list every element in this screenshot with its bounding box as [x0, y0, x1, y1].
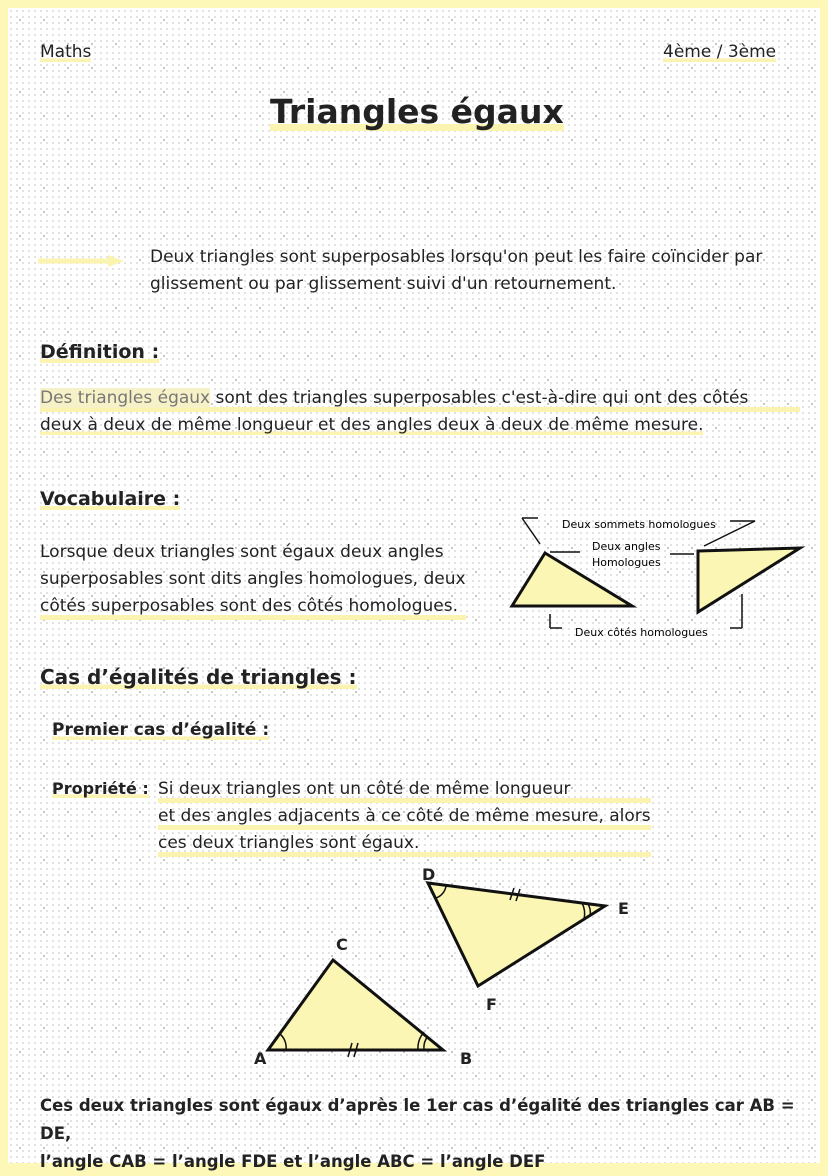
svg-text:E: E — [618, 899, 629, 918]
level-label: 4ème / 3ème — [663, 42, 777, 62]
label-homologous-angles-2: Homologues — [592, 556, 661, 569]
property-text: Si deux triangles ont un côté de même longueur et des angles adjacents à ce côté de même mesure, alors ces deux triangles sont égaux. — [158, 776, 651, 857]
definition-heading: Définition : — [40, 341, 160, 363]
worksheet-page — [8, 8, 820, 1171]
definition-text: Des triangles égaux sont des triangles superposables c'est-à-dire qui ont des côtés deux à deux de même longueur et des angles deux à deux de même mesure. — [40, 385, 800, 439]
svg-text:B: B — [460, 1049, 473, 1068]
svg-text:A: A — [254, 1049, 267, 1068]
intro-text: Deux triangles sont superposables lorsqu'on peut les faire coïncider par glissement ou par glissement suivi d'un retournement. — [150, 247, 763, 294]
homologous-diagram — [500, 506, 820, 646]
label-homologous-angles-1: Deux angles — [592, 540, 661, 553]
vocabulary-text: Lorsque deux triangles sont égaux deux angles superposables sont dits angles homologues, deux côtés superposables sont des côtés homologues. — [40, 539, 466, 620]
svg-text:C: C — [336, 935, 348, 954]
property-label: Propriété : — [52, 779, 149, 798]
label-homologous-sides: Deux côtés homologues — [575, 626, 708, 639]
first-case-heading: Premier cas d’égalité : — [52, 720, 270, 740]
label-homologous-vertices: Deux sommets homologues — [562, 518, 716, 531]
vocabulary-heading: Vocabulaire : — [40, 488, 181, 510]
conclusion-text: Ces deux triangles sont égaux d’après le 1er cas d’égalité des triangles car AB = DE, l’angle CAB = l’angle FDE et l’angle ABC = l’angle DEF — [40, 1096, 795, 1171]
arrow-icon — [38, 253, 120, 261]
cases-heading: Cas d’égalités de triangles : — [40, 665, 357, 689]
page-title: Triangles égaux — [270, 92, 564, 131]
triangles-figure — [238, 858, 638, 1078]
svg-text:D: D — [422, 865, 436, 884]
svg-text:F: F — [486, 995, 497, 1014]
subject-label: Maths — [40, 42, 92, 62]
